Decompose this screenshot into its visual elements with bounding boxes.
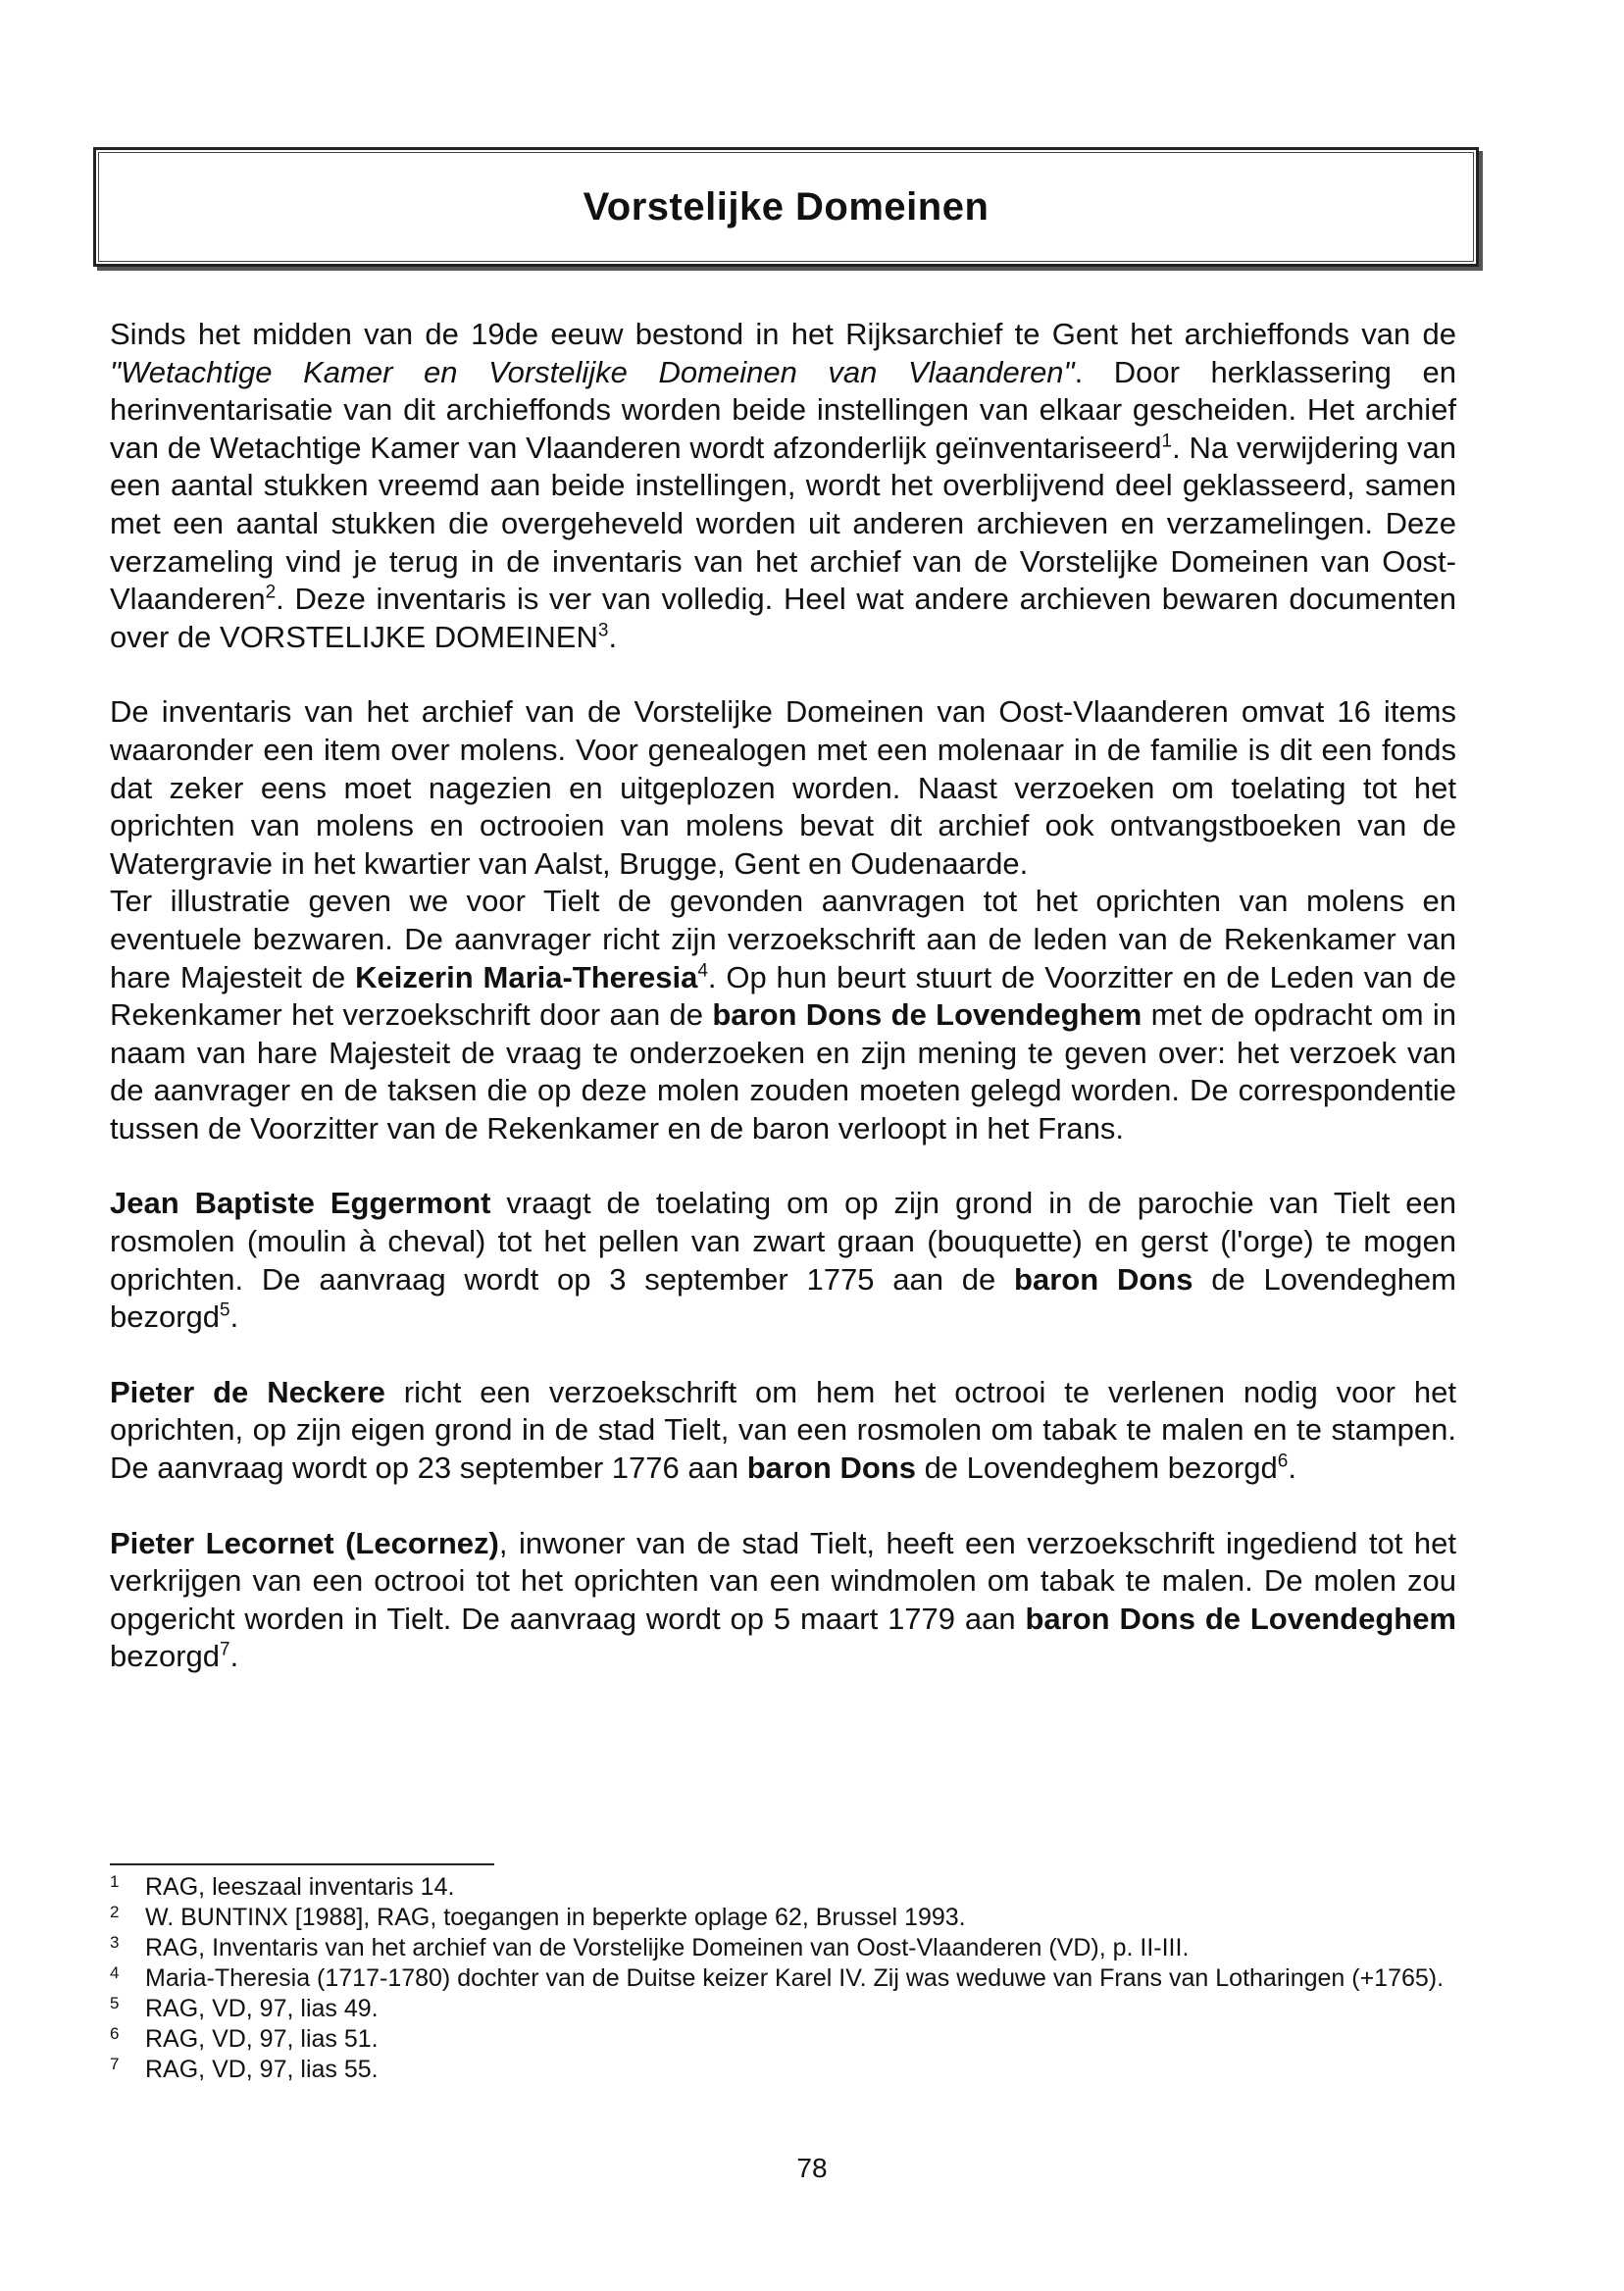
text-run: Sinds het midden van de 19de eeuw bestond in het Rijksarchief te Gent het archieffonds van de — [110, 317, 1456, 351]
text-run: . Na verwijdering van een aantal stukken vreemd aan beide instellingen, wordt het overblijvend deel geklasseerd, samen met een aantal stukken die overgeheveld worden uit anderen archieven en verzamelingen. Deze verzameling vind je terug in de inventaris van het archief van de Vorstelijke Domeinen van Oost-Vlaanderen — [110, 430, 1456, 617]
footnote-text: RAG, leeszaal inventaris 14. — [145, 1873, 455, 1901]
text-run: bezorgd — [110, 1639, 221, 1674]
footnote-ref[interactable]: 2 — [265, 582, 277, 603]
bold-name: baron Dons de Lovendeghem — [712, 997, 1142, 1033]
footnote-ref[interactable]: 4 — [697, 960, 708, 982]
footnote-number: 2 — [110, 1903, 120, 1921]
bold-name: Keizerin Maria-Theresia — [355, 959, 698, 994]
footnote-ref[interactable]: 6 — [1277, 1451, 1289, 1472]
text-run: . Door herklassering en herinventarisatie van dit archieffonds worden beide instellingen van elkaar gescheiden. Het archief van de Wetachtige Kamer van Vlaanderen wordt afzonderlijk geïnventariseerd — [110, 354, 1456, 465]
footnote-ref[interactable]: 3 — [597, 620, 609, 641]
footnote — [110, 1995, 1456, 2025]
text-run: richt een verzoekschrift om hem het octrooi te verlenen nodig voor het oprichten, op zijn eigen grond in de stad Tielt, van een rosmolen om tabak te malen en te stampen. De aanvraag wordt op 23 september 1776 aan — [110, 1374, 1456, 1486]
bold-name: Jean Baptiste Eggermont — [110, 1186, 491, 1221]
footnote-text: RAG, VD, 97, lias 49. — [145, 1995, 379, 2022]
body-text — [110, 316, 1456, 1676]
footnote-number: 1 — [110, 1872, 120, 1891]
paragraph-intro — [110, 316, 1456, 656]
paragraph-de-neckere — [110, 1374, 1456, 1488]
text-run: . Op hun beurt stuurt de Voorzitter en de Leden van de Rekenkamer het verzoekschrift door aan de — [110, 959, 1456, 1033]
footnote-number: 3 — [110, 1933, 120, 1952]
footnote-text: RAG, VD, 97, lias 51. — [145, 2025, 379, 2053]
footnote-ref[interactable]: 7 — [220, 1640, 230, 1661]
footnote-text: W. BUNTINX [1988], RAG, toegangen in beperkte oplage 62, Brussel 1993. — [145, 1904, 966, 1931]
page-number: 78 — [796, 2153, 828, 2183]
text-run: . — [229, 1639, 239, 1674]
paragraph-eggermont — [110, 1185, 1456, 1336]
bold-name: baron Dons — [1014, 1261, 1193, 1297]
footnote-divider — [110, 1863, 494, 1865]
page-title: Vorstelijke Domeinen — [583, 185, 990, 229]
footnote-text: Maria-Theresia (1717-1780) dochter van de Duitse keizer Karel IV. Zij was weduwe van Frans van Lotharingen (+1765). — [145, 1964, 1445, 1992]
text-run: de Lovendeghem bezorgd — [915, 1451, 1278, 1486]
footnote-number: 6 — [110, 2024, 120, 2043]
footnote-text: RAG, Inventaris van het archief van de Vorstelijke Domeinen van Oost-Vlaanderen (VD), p. II-III. — [145, 1934, 1190, 1961]
footnote-text: RAG, VD, 97, lias 55. — [145, 2056, 379, 2083]
footnote — [110, 1873, 1456, 1904]
fund-name: "Wetachtige Kamer en Vorstelijke Domeinen van Vlaanderen" — [110, 354, 1075, 389]
footnote-number: 5 — [110, 1994, 120, 2012]
title-box — [93, 147, 1479, 267]
bold-name: Pieter de Neckere — [110, 1374, 385, 1409]
bold-name: baron Dons de Lovendeghem — [1025, 1601, 1456, 1636]
text-run: . — [1288, 1451, 1296, 1486]
footnotes — [110, 1873, 1456, 2086]
footnote-number: 4 — [110, 1963, 120, 1982]
text-run: . Deze inventaris is ver van volledig. Heel wat andere archieven bewaren documenten over de VORSTELIJKE DOMEINEN — [110, 582, 1456, 654]
text-run: , inwoner van de stad Tielt, heeft een verzoekschrift ingediend tot het verkrijgen van een octrooi tot het oprichten van een windmolen om tabak te malen. De molen zou opgericht worden in Tielt. De aanvraag wordt op 5 maart 1779 aan — [110, 1525, 1456, 1636]
paragraph-illustration — [110, 883, 1456, 1147]
text-run: de Lovendeghem bezorgd — [110, 1261, 1456, 1335]
text-run: met de opdracht om in naam van hare Majesteit de vraag te onderzoeken en zijn mening te geven over: het verzoek van de aanvrager en de taksen die op deze molen zouden moeten gelegd worden. De correspondentie tussen de Voorzitter van de Rekenkamer en de baron verloopt in het Frans. — [110, 997, 1456, 1146]
text-run: . — [608, 619, 618, 654]
footnote — [110, 1934, 1456, 1964]
footnote — [110, 1964, 1456, 1995]
text-run: . — [229, 1299, 239, 1335]
footnote-ref[interactable]: 5 — [220, 1299, 230, 1321]
bold-name: Pieter Lecornet (Lecornez) — [110, 1525, 499, 1560]
bold-name: baron Dons — [746, 1451, 916, 1486]
text-run: Ter illustratie geven we voor Tielt de gevonden aanvragen tot het oprichten van molens en eventuele bezwaren. De aanvrager richt zijn verzoekschrift aan de leden van de Rekenkamer van hare Majesteit de — [110, 884, 1456, 994]
footnote — [110, 2025, 1456, 2056]
text-run: vraagt de toelating om op zijn grond in de parochie van Tielt een rosmolen (moulin à cheval) tot het pellen van zwart graan (bouquette) en gerst (l'orge) te mogen oprichten. De aanvraag wordt op 3 september 1775 aan de — [110, 1186, 1456, 1297]
footnote — [110, 2056, 1456, 2086]
footnote-number: 7 — [110, 2055, 120, 2073]
paragraph-lecornet — [110, 1525, 1456, 1676]
paragraph-inventory: De inventaris van het archief van de Vorstelijke Domeinen van Oost-Vlaanderen omvat 16 items waaronder een item over molens. Voor genealogen met een molenaar in de familie is dit een fonds dat zeker eens moet nagezien en uitgeplozen worden. Naast verzoeken om toelating tot het oprichten van molens en octrooien van molens bevat dit archief ook ontvangstboeken van de Watergravie in het kwartier van Aalst, Brugge, Gent en Oudenaarde. — [110, 694, 1456, 881]
footnote-ref[interactable]: 1 — [1161, 431, 1173, 452]
footnote — [110, 1904, 1456, 1934]
